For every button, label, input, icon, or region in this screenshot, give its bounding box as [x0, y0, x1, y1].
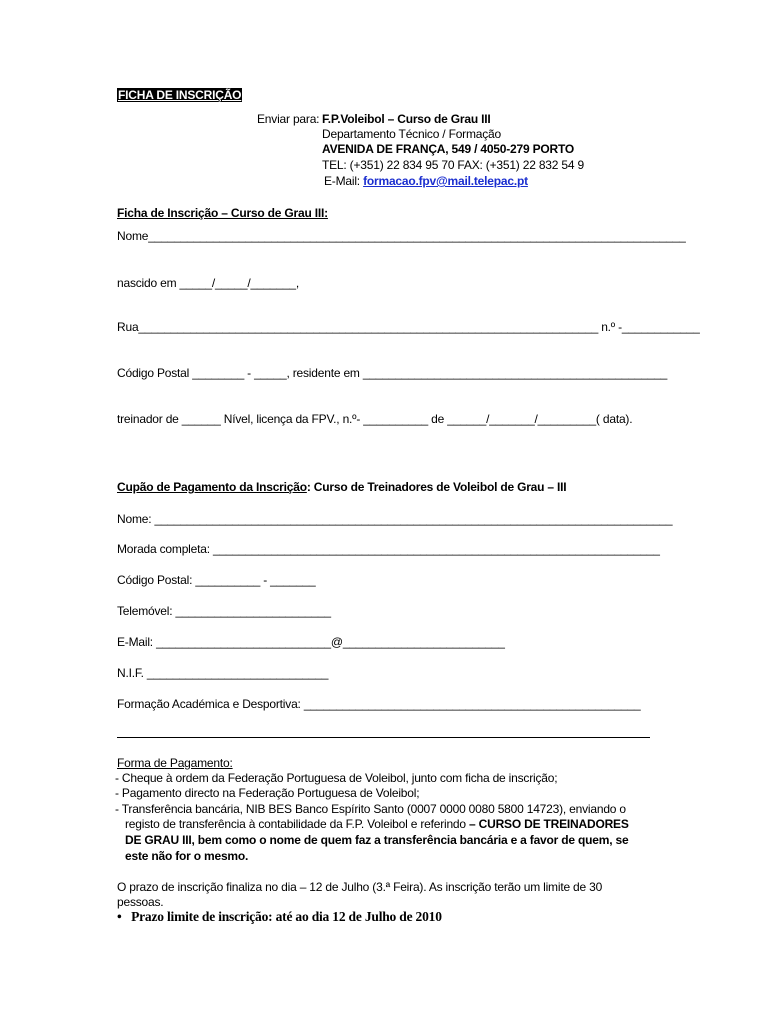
coupon-nif-field[interactable]: N.I.F. ____________________________ — [117, 666, 329, 680]
street-field[interactable]: Rua_______________________________________________________________________ n.º -____________ — [117, 320, 700, 334]
payment-item-transfer-2: registo de transferência à contabilidade da F.P. Voleibol e referindo – CURSO DE TREINADORES — [125, 817, 629, 831]
payment-item-direct: - Pagamento directo na Federação Portuguesa de Voleibol; — [115, 786, 420, 800]
email-label: E-Mail: — [324, 174, 360, 188]
payment-item-cheque: - Cheque à ordem da Federação Portuguesa de Voleibol, junto com ficha de inscrição; — [115, 771, 558, 785]
payment-item-transfer-4: este não for o mesmo. — [125, 849, 249, 863]
send-to-label: Enviar para: — [257, 112, 320, 126]
email-link[interactable]: formacao.fpv@mail.telepac.pt — [363, 174, 528, 188]
department: Departamento Técnico / Formação — [322, 127, 501, 141]
coupon-education-extra-line[interactable] — [117, 737, 650, 738]
coupon-email-field[interactable]: E-Mail: ___________________________@_________________________ — [117, 635, 505, 649]
org-name: F.P.Voleibol – Curso de Grau III — [322, 112, 491, 126]
email-line — [324, 174, 528, 188]
form-section-heading: Ficha de Inscrição – Curso de Grau III: — [117, 206, 328, 220]
payment-item-transfer-1: - Transferência bancária, NIB BES Banco Espírito Santo (0007 0000 0080 5800 14723), enviando o — [115, 802, 626, 816]
phone-fax: TEL: (+351) 22 834 95 70 FAX: (+351) 22 832 54 9 — [322, 158, 584, 172]
birthdate-field[interactable]: nascido em _____/_____/_______, — [117, 276, 299, 290]
coupon-heading: Cupão de Pagamento da Inscrição: Curso de Treinadores de Voleibol de Grau – III — [117, 480, 567, 494]
payment-heading: Forma de Pagamento: — [117, 756, 233, 770]
coach-license-field[interactable]: treinador de ______ Nível, licença da FPV., n.º- __________ de ______/_______/_________( data). — [117, 412, 633, 426]
postal-code-field[interactable]: Código Postal ________ - _____, residente em _______________________________________________ — [117, 366, 668, 380]
coupon-mobile-field[interactable]: Telemóvel: ________________________ — [117, 604, 331, 618]
coupon-name-field[interactable]: Nome: ________________________________________________________________________________ — [117, 512, 673, 526]
coupon-address-field[interactable]: Morada completa: _____________________________________________________________________ — [117, 542, 660, 556]
coupon-postal-field[interactable]: Código Postal: __________ - _______ — [117, 573, 316, 587]
deadline-bullet-line: • Prazo limite de inscrição: até ao dia 12 de Julho de 2010 — [117, 909, 442, 924]
deadline-text-2: pessoas. — [117, 895, 164, 909]
coupon-education-field[interactable]: Formação Académica e Desportiva: ____________________________________________________ — [117, 697, 641, 711]
address: AVENIDA DE FRANÇA, 549 / 4050-279 PORTO — [322, 142, 575, 156]
deadline-text-1: O prazo de inscrição finaliza no dia – 12 de Julho (3.ª Feira). As inscrição terão um limite de 30 — [117, 880, 603, 894]
name-field[interactable]: Nome___________________________________________________________________________________ — [117, 229, 686, 243]
payment-item-transfer-3: DE GRAU III, bem como o nome de quem faz a transferência bancária e a favor de quem, se — [125, 833, 629, 847]
form-title: FICHA DE INSCRIÇÃO — [118, 88, 242, 102]
bullet-icon: • — [117, 909, 122, 924]
